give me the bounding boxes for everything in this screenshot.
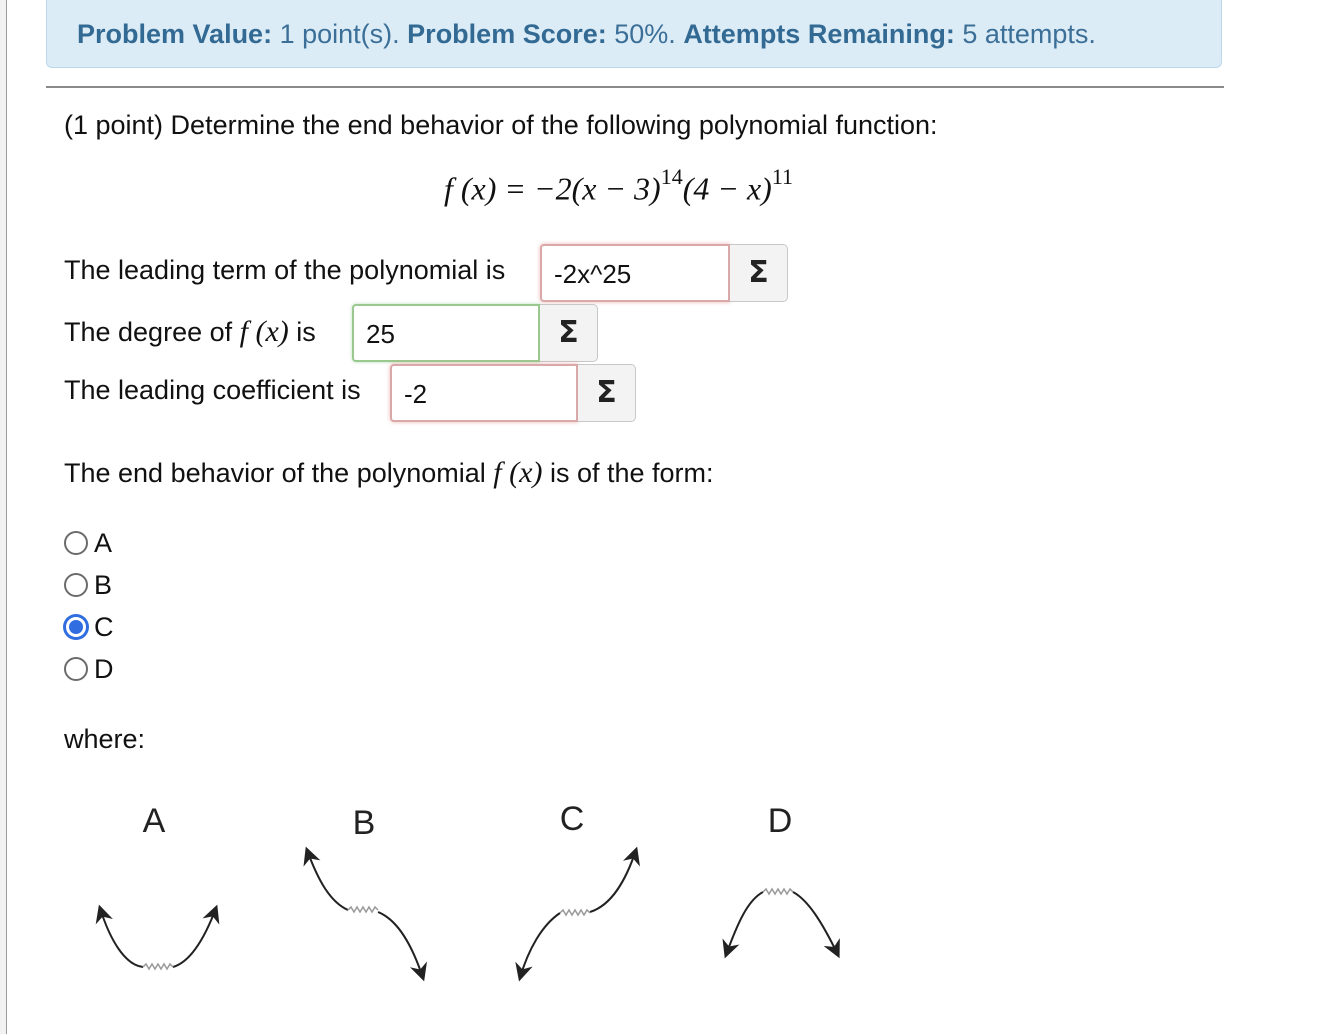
problem-value-label: Problem Value: (77, 19, 273, 49)
attempts-remaining-label: Attempts Remaining: (683, 19, 955, 49)
graph-b (307, 850, 423, 978)
option-c-label: C (94, 611, 114, 642)
problem-score-label: Problem Score: (407, 19, 607, 49)
leading-term-input[interactable]: -2x^25 (540, 244, 730, 302)
option-d-label: D (94, 653, 114, 684)
problem-score: 50%. (614, 19, 676, 49)
degree-label-pre: The degree of (64, 317, 233, 347)
graph-label-a: A (142, 802, 166, 840)
end-behavior-question-pre: The end behavior of the polynomial (64, 458, 486, 488)
option-a-label: A (94, 527, 113, 558)
formula-lhs: f (x) = −2(x − 3) (444, 170, 661, 207)
leading-coefficient-input[interactable]: -2 (390, 364, 578, 422)
graph-d (726, 889, 838, 955)
problem-value: 1 point(s). (279, 19, 400, 49)
attempts-remaining: 5 attempts. (962, 19, 1096, 49)
graph-label-c: C (559, 800, 585, 838)
option-b-label: B (94, 569, 113, 600)
graph-label-b: B (352, 804, 376, 842)
leading-coefficient-label: The leading coefficient is (64, 375, 361, 405)
end-behavior-function: f (x) (493, 456, 543, 489)
degree-equation-editor-button[interactable]: Σ (540, 304, 598, 362)
formula-mid: (4 − x) (682, 170, 772, 207)
problem-prompt: (1 point) Determine the end behavior of the following polynomial function: (64, 110, 938, 140)
graph-label-d: D (767, 802, 793, 840)
leading-coefficient-equation-editor-button[interactable]: Σ (578, 364, 636, 422)
graph-a (100, 908, 216, 969)
end-behavior-question-post: is of the form: (549, 458, 714, 488)
degree-function: f (x) (239, 315, 289, 348)
formula-exponent-2: 11 (771, 164, 793, 189)
where-label: where: (64, 724, 146, 754)
leading-term-label: The leading term of the polynomial is (64, 255, 506, 285)
degree-input[interactable]: 25 (352, 304, 540, 362)
leading-term-equation-editor-button[interactable]: Σ (730, 244, 788, 302)
formula-exponent-1: 14 (660, 164, 683, 189)
graph-c (520, 850, 636, 978)
degree-label-post: is (296, 317, 316, 347)
